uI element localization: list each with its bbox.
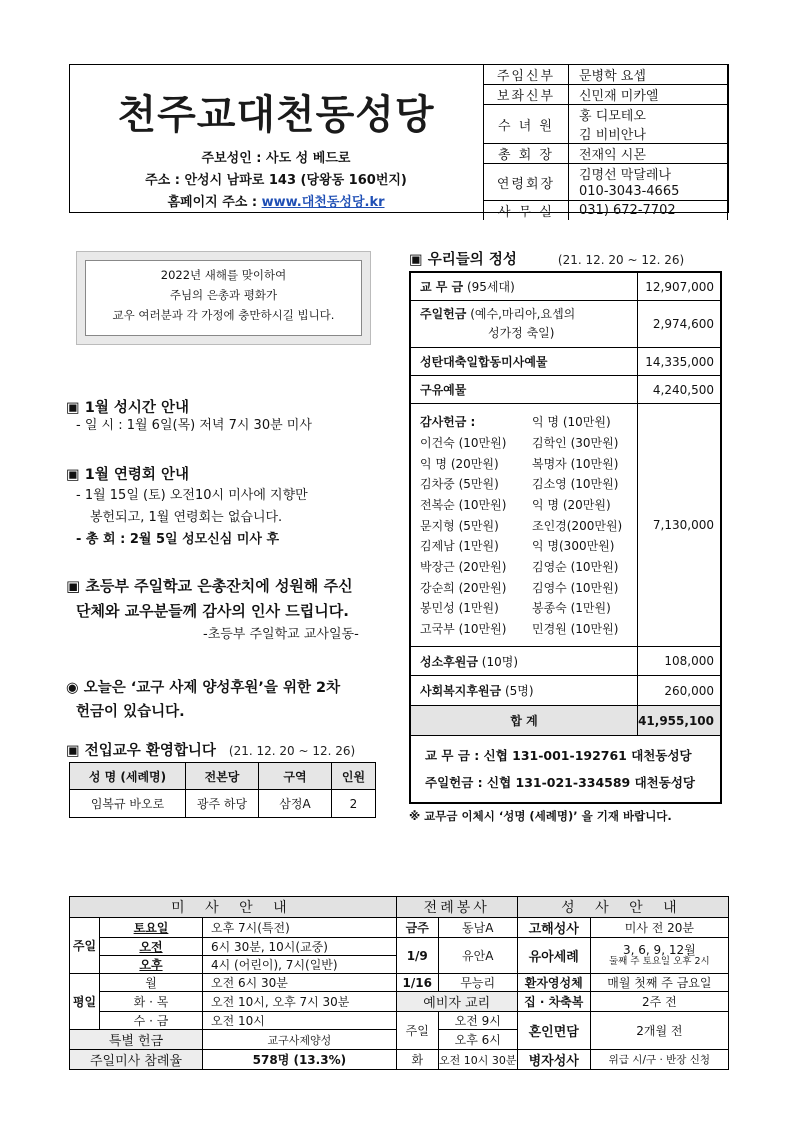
total-label: 합 계 (410, 706, 638, 736)
church-name: 천주교대천동성당 (117, 91, 435, 138)
infant-baptism-label: 유아세례 (517, 938, 590, 974)
sacrament-header: 성 사 안 내 (517, 897, 728, 918)
transfer-note: ※ 교무금 이체시 ‘성명 (세례명)’ 을 기재 바랍니다. (409, 809, 672, 823)
thanks-offering-list (410, 404, 638, 647)
service-date: 1/16 (396, 974, 438, 992)
offering-amount: 108,000 (638, 647, 721, 676)
second-collection-notice: ◉ 오늘은 ‘교구 사제 양성후원’을 위한 2차 (66, 680, 341, 696)
column-header: 인원 (332, 763, 376, 790)
homepage-link[interactable]: www.대천동성당.kr (261, 195, 385, 210)
donor: 이건숙 (10만원) (420, 435, 507, 450)
sunday-label: 주일 (70, 918, 100, 974)
service-date: 1/9 (396, 938, 438, 974)
special-offering-value: 교구사제양성 (203, 1030, 397, 1050)
service-team: 동남A (438, 918, 517, 938)
marriage-label: 혼인면담 (517, 1012, 590, 1050)
mass-hour-detail: - 일 시 : 1월 6일(목) 저녁 7시 30분 미사 (76, 418, 312, 433)
staff-row (484, 85, 728, 105)
sunday-school-thanks: 단체와 교우분들께 감사의 인사 드립니다. (76, 602, 349, 620)
donor: 김차중 (5만원) (420, 477, 499, 492)
greeting-line: 교우 여러분과 각 가정에 충만하시길 빕니다. (112, 308, 335, 322)
schedule-row (70, 992, 729, 1012)
homepage-label: 홈페이지 주소 : (167, 195, 262, 210)
marriage-value: 2개월 전 (590, 1012, 728, 1050)
confession-label: 고해성사 (517, 918, 590, 938)
yeonryeong-line: - 1월 15일 (토) 오전10시 미사에 지향만 (76, 488, 308, 503)
column-header: 전본당 (186, 763, 259, 790)
table-cell: 2 (332, 790, 376, 818)
general-meeting-line: - 총 회 : 2월 5일 성모신심 미사 후 (76, 532, 280, 547)
offering-row (410, 676, 721, 706)
staff-role: 총 회 장 (484, 144, 569, 164)
sun-pm-time: 4시 (어린이), 7시(일반) (203, 956, 397, 974)
anointing-label: 병자성사 (517, 1050, 590, 1070)
donor: 익 명 (20만원) (420, 456, 499, 471)
offering-note: (10명) (481, 654, 519, 669)
header-title-area (70, 65, 482, 212)
transfer-title-text: ▣ 전입교우 환영합니다 (66, 743, 216, 759)
attendance-label: 주일미사 참례율 (70, 1050, 203, 1070)
sat-label: 토요일 (100, 918, 203, 938)
sat-time: 오후 7시(특전) (203, 918, 397, 938)
infant-baptism-value (590, 938, 728, 974)
offering-amount: 2,974,600 (638, 301, 721, 348)
mass-hour-title: ▣ 1월 성시간 안내 (66, 400, 189, 416)
staff-name: 김명선 막달레나 (569, 164, 728, 184)
staff-role: 사 무 실 (484, 201, 569, 221)
catechumen-sunday-label: 주일 (396, 1012, 438, 1050)
offering-row (410, 376, 721, 404)
table-header-row (70, 763, 376, 790)
offering-note: (5명) (504, 684, 534, 698)
service-team: 무능리 (438, 974, 517, 992)
offering-name: 성소후원금 (420, 654, 478, 669)
offering-name: 감사헌금 : (420, 415, 476, 430)
column-header: 구역 (259, 763, 332, 790)
weekday-label: 평일 (70, 974, 100, 1030)
offering-label (410, 272, 638, 301)
offering-amount: 7,130,000 (638, 404, 721, 647)
staff-row (484, 164, 728, 184)
staff-role: 보좌신부 (484, 85, 569, 105)
table-cell: 삼정A (259, 790, 332, 818)
mon-time: 오전 6시 30분 (203, 974, 397, 992)
donor: 강순희 (20만원) (420, 580, 507, 595)
anointing-value: 위급 시/구 · 반장 신청 (590, 1050, 728, 1070)
schedule-header-row (70, 897, 729, 918)
offering-label: 성탄대축일합동미사예물 (410, 348, 638, 376)
column-header: 성 명 (세례명) (70, 763, 186, 790)
service-team: 유안A (438, 938, 517, 974)
total-amount: 41,955,100 (638, 706, 721, 736)
donor: 봉종숙 (1만원) (532, 601, 611, 616)
schedule-table (69, 896, 729, 1070)
account-row (410, 736, 721, 804)
pm-label: 오후 (100, 956, 203, 974)
greeting-line: 주님의 은총과 평화가 (169, 288, 278, 302)
offering-label (410, 676, 638, 706)
offering-amount: 4,240,500 (638, 376, 721, 404)
wed-time: 오전 10시 (203, 1012, 397, 1030)
donor: 박장근 (20만원) (420, 560, 507, 575)
second-collection-notice: 헌금이 있습니다. (76, 704, 185, 720)
staff-phone: 010-3043-4665 (569, 183, 728, 201)
donor: 익 명 (20만원) (532, 497, 611, 512)
staff-role: 수 녀 원 (484, 105, 569, 144)
donor: 김소영 (10만원) (532, 477, 619, 492)
homepage-line (70, 191, 482, 210)
staff-row (484, 65, 728, 85)
offering-note: (예수,마리아,요셉의 (470, 307, 576, 321)
sick-communion-value: 매월 첫째 주 금요일 (590, 974, 728, 992)
staff-row (484, 105, 728, 125)
catechumen-sun-pm: 오후 6시 (438, 1030, 517, 1050)
offering-label (410, 301, 638, 348)
donor: 김영수 (10만원) (532, 580, 619, 595)
donor: 익 명 (10만원) (532, 415, 611, 430)
offering-label (410, 647, 638, 676)
greeting-inner (85, 260, 362, 336)
account-line: 교 무 금 : 신협 131-001-192761 대천동성당 (425, 748, 692, 763)
schedule-row (70, 974, 729, 992)
transfer-table (69, 762, 376, 818)
offering-total-row (410, 706, 721, 736)
offering-note: 성가정 축일) (488, 326, 555, 340)
service-header: 전례봉사 (396, 897, 517, 918)
donor: 봉민성 (1만원) (420, 601, 499, 616)
house-blessing-label: 집 · 차축복 (517, 992, 590, 1012)
offering-name: 주일헌금 (420, 307, 467, 321)
schedule-row (70, 938, 729, 956)
offerings-period: (21. 12. 20 ~ 12. 26) (557, 253, 685, 267)
offering-name: 교 무 금 (420, 280, 464, 294)
offering-note: (95세대) (466, 280, 515, 294)
donor: 전복순 (10만원) (420, 497, 507, 512)
donor: 민경원 (10만원) (532, 622, 619, 637)
tue-label: 화 · 목 (100, 992, 203, 1012)
catechumen-tue-time: 오전 10시 30분 (438, 1050, 517, 1070)
transfer-period: (21. 12. 20 ~ 12. 26) (228, 744, 356, 758)
house-blessing-value: 2주 전 (590, 992, 728, 1012)
staff-role: 주임신부 (484, 65, 569, 85)
offerings-title (409, 248, 684, 269)
staff-name: 031) 672-7702 (569, 201, 728, 221)
catechumen-sun-am: 오전 9시 (438, 1012, 517, 1030)
staff-row (484, 201, 728, 221)
yeonryeong-line: 봉헌되고, 1월 연령회는 없습니다. (90, 510, 283, 525)
schedule-row (70, 1012, 729, 1030)
staff-name: 전재익 시몬 (569, 144, 728, 164)
offering-amount: 260,000 (638, 676, 721, 706)
offering-amount: 12,907,000 (638, 272, 721, 301)
donor: 고국부 (10만원) (420, 622, 507, 637)
donor: 익 명(300만원) (532, 539, 615, 554)
donor: 문지형 (5만원) (420, 518, 499, 533)
mon-label: 월 (100, 974, 203, 992)
account-line: 주일헌금 : 신협 131-021-334589 대천동성당 (425, 775, 695, 790)
attendance-value: 578명 (13.3%) (203, 1050, 397, 1070)
greeting-line: 2022년 새해를 맞이하여 (160, 268, 287, 282)
donor: 김제남 (1만원) (420, 539, 499, 554)
header-box (69, 64, 729, 220)
tue-time: 오전 10시, 오후 7시 30분 (203, 992, 397, 1012)
donor: 조인경(200만원) (532, 518, 623, 533)
offering-amount: 14,335,000 (638, 348, 721, 376)
staff-name: 문병학 요셉 (569, 65, 728, 85)
special-offering-label: 특별 헌금 (70, 1030, 203, 1050)
sun-am-time: 6시 30분, 10시(교중) (203, 938, 397, 956)
schedule-row (70, 1050, 729, 1070)
table-cell: 임복규 바오로 (70, 790, 186, 818)
table-row (70, 790, 376, 818)
am-label: 오전 (100, 938, 203, 956)
staff-name: 신민재 미카엘 (569, 85, 728, 105)
new-year-greeting (76, 251, 371, 345)
staff-role: 연령회장 (484, 164, 569, 201)
sunday-school-sign: -초등부 주일학교 교사일동- (203, 627, 359, 642)
schedule-row (70, 918, 729, 938)
offerings-title-text: ▣ 우리들의 정성 (409, 252, 517, 268)
infant-months: 3, 6, 9, 12월 (623, 942, 696, 957)
transfer-title (66, 739, 355, 760)
offering-row (410, 404, 721, 647)
catechumen-header: 예비자 교리 (396, 992, 517, 1012)
donor: 복명자 (10만원) (532, 456, 619, 471)
wed-label: 수 · 금 (100, 1012, 203, 1030)
church-address: 주소 : 안성시 남파로 143 (당왕동 160번지) (145, 173, 407, 188)
staff-row (484, 144, 728, 164)
offerings-table (409, 271, 722, 804)
donor: 김학인 (30만원) (532, 435, 619, 450)
offering-row (410, 348, 721, 376)
staff-name: 김 비비안나 (569, 124, 728, 144)
confession-value: 미사 전 20분 (590, 918, 728, 938)
mass-schedule-header: 미 사 안 내 (70, 897, 397, 918)
offering-row (410, 647, 721, 676)
yeonryeong-title: ▣ 1월 연령회 안내 (66, 467, 189, 483)
patron-saint: 주보성인 : 사도 성 베드로 (201, 151, 351, 166)
bank-accounts (410, 736, 721, 804)
sick-communion-label: 환자영성체 (517, 974, 590, 992)
offering-row (410, 272, 721, 301)
staff-name: 홍 디모테오 (569, 105, 728, 125)
staff-table (483, 65, 728, 220)
table-cell: 광주 하당 (186, 790, 259, 818)
catechumen-tue-label: 화 (396, 1050, 438, 1070)
offering-row (410, 301, 721, 348)
offering-name: 사회복지후원금 (420, 684, 502, 698)
donor: 김영순 (10만원) (532, 560, 619, 575)
sunday-school-thanks: ▣ 초등부 주일학교 은총잔치에 성원해 주신 (66, 577, 353, 595)
offering-label: 구유예물 (410, 376, 638, 404)
service-date: 금주 (396, 918, 438, 938)
infant-day: 둘째 주 토요일 오후 2시 (609, 955, 710, 967)
